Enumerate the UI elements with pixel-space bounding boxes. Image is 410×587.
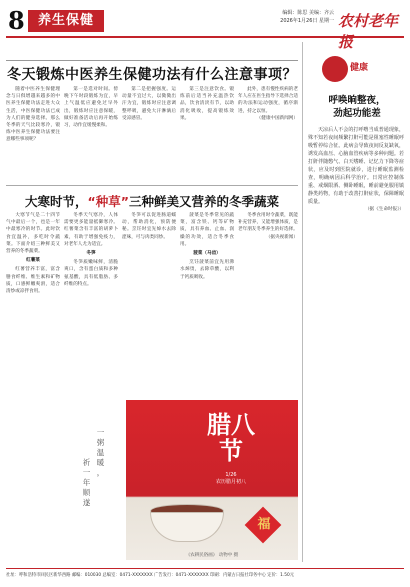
article2-subhead-3: 菠菜（马齿）	[193, 251, 221, 257]
section-label: 养生保健	[28, 10, 104, 32]
rule-top	[6, 60, 298, 61]
poster-date	[196, 472, 266, 486]
sidebar-title-line1: 呼唤晌整夜，	[328, 95, 386, 106]
article2-subhead-1: 红薯菜	[26, 258, 40, 264]
poster-title: 腊八节	[207, 410, 255, 465]
fu-character: 福	[257, 517, 271, 532]
newspaper-brand: 农村老年报	[338, 12, 399, 51]
vc-char: 年	[82, 478, 91, 487]
vc-char: ，	[96, 468, 105, 477]
article2-col5	[238, 212, 298, 396]
article1-title: 冬天锻炼中医养生保健功法有什么注意事项？	[7, 67, 297, 83]
date-line: 2026年1月26日 星期一	[280, 18, 334, 24]
article1-col2-text: 第一是选对时间。傍晚下午时段锻炼为宜，早上气温低应避免过早外出，锻炼时应注意保暖，做好准备活动后再开始练习，动作宜缓慢柔和。	[64, 87, 118, 129]
poster-date-line: 1/26	[225, 472, 237, 478]
article1-col1	[6, 86, 60, 182]
health-icon	[322, 56, 348, 82]
article2-title	[6, 192, 298, 210]
article2-title-suffix: 三种鲜美又营养的冬季蔬菜	[128, 194, 279, 209]
sidebar-byline: （据《生命时报》）	[364, 207, 404, 212]
bowl-icon	[150, 512, 224, 542]
sidebar-category: 健康	[350, 63, 369, 73]
vertical-caption-col1	[96, 428, 105, 478]
article2-title-prefix: 大寒时节，	[25, 194, 88, 209]
sidebar-body	[308, 126, 404, 562]
article1-byline: （健康中国新闻网）	[256, 115, 298, 121]
sidebar-title	[310, 94, 404, 120]
column-divider	[302, 42, 303, 562]
article1-col3	[122, 86, 176, 182]
article2-byline: （据央视新闻）	[265, 234, 298, 240]
vc-char: 祈	[82, 458, 91, 467]
vc-char: 粥	[96, 438, 105, 447]
article2-subhead-2: 冬笋	[86, 251, 96, 257]
vc-char: 一	[82, 468, 91, 477]
poster-caption: 《农耕民俗画》 动物中 摄	[185, 553, 239, 558]
article1-col4	[180, 86, 234, 182]
article2-title-quote: “种草”	[87, 194, 129, 209]
article2-col3-text: 冬笋可以促进肠道蠕动，帮助消化，预防便秘。烹饪时宜先焯水去除涩味，可与肉类同炒。	[122, 213, 176, 240]
article2-col4b-text: 烹饪菠菜前宜先用沸水焯烫，去除草酸，以利于钙质吸收。	[180, 260, 234, 280]
sidebar-title-line2: 劲起功能差	[333, 108, 381, 119]
article2-col2	[64, 212, 118, 424]
page-footer: 社址：呼和浩特市回民区新华西路 邮编：010030 总编室：0471-XXXXXXX 广告发行：0471-XXXXXXX 印刷：内蒙古日报社印务中心 定价：1.50元	[6, 568, 404, 578]
page-number: 8	[8, 6, 25, 35]
vc-char: 温	[96, 448, 105, 457]
article1-col1-text: 随着中医养生保健理念与日俱增越来越多的中医养生保健功法走进大众生活，中医保健功法已成为人们的健身选择。那么冬季的天气比较寒冷，锻炼中医养生保健功法要注意哪些事项呢？	[6, 87, 60, 143]
laba-poster-image	[126, 400, 298, 560]
article2-col4-text: 菠菜是冬季常见的蔬菜，富含铁、钙等矿物质，具有养血、止血、润燥的功效，适合冬季食用。	[180, 213, 234, 247]
vc-char: 一	[96, 428, 105, 437]
article2-col2b-text: 冬笋质嫩味鲜，清脆爽口，含有蛋白质和多种氨基酸，具有低脂肪、多纤维的特点。	[64, 260, 118, 287]
article2-col1-text: 大寒节气是二十四节气中最后一个，也是一年中最寒冷的时节。此时饮食宜温补，多吃时令蔬菜。下面介绍三种鲜美又营养的冬季蔬菜。	[6, 213, 60, 255]
article1-col5	[238, 86, 298, 182]
issue-meta	[276, 9, 334, 25]
article-divider	[6, 185, 298, 186]
article2-col5-text: 冬季食用时令蔬菜，既能补充营养，又能增强体质，是老年朋友冬季养生的好选择。	[238, 213, 298, 233]
vertical-caption-col2	[82, 458, 91, 508]
article2-col1	[6, 212, 60, 558]
article1-col2	[64, 86, 118, 182]
vc-char: 遂	[82, 498, 91, 507]
article1-col3-text: 第二是把握强度。运动量不宜过大，以微微出汗为宜，锻炼时应注意调整呼吸，避免大汗淋漓后受凉感冒。	[122, 87, 176, 121]
article1-col5-text: 此外，患有慢性疾病的老年人应在医生指导下选择合适的功法和运动强度，循序渐进，持之以恒。	[238, 87, 298, 114]
masthead	[6, 4, 404, 51]
vc-char: 顺	[82, 488, 91, 497]
article2-col1b-text: 红薯营养丰富，富含膳食纤维、维生素和矿物质，口感鲜嫩爽滑，适合清炒或凉拌食用。	[6, 267, 60, 295]
editor-line: 编辑：陈思 美编：齐云	[282, 10, 334, 16]
article1-col4-text: 第三是注意饮食。锻炼前后适当补充温热饮品，饮食清淡有节，以助消化吸收，提高锻炼效果。	[180, 87, 234, 121]
article2-col4	[180, 212, 234, 396]
article2-col2-text: 冬季天气寒冷，人体需要更多能量抵御寒冷。红薯菜含有丰富的胡萝卜素，有助于增强免疫力，对老年人尤为适宜。	[64, 213, 118, 247]
article2-col3	[122, 212, 176, 396]
poster-lunar-line: 农历腊月初八	[215, 479, 246, 485]
vertical-caption	[68, 428, 118, 552]
vc-char: 暖	[96, 458, 105, 467]
sidebar-body-text: 天凉后人不会的打呼噜当成普通现象，殊不知若夜间频繁打鼾可能是阻塞性睡眠呼吸暂停综合征。此病会导致夜间反复缺氧，诱发高血压、心脑血管疾病等多种问题。若打鼾伴随憋气、白天嗜睡、记忆力下降等症状，应及时到医院就诊，进行睡眠监测检查，明确病因后科学治疗。日常应控制体重、戒烟限酒、侧卧睡眠，睡前避免服用镇静类药物，有助于改善打鼾症状，保障睡眠质量。	[308, 127, 404, 205]
